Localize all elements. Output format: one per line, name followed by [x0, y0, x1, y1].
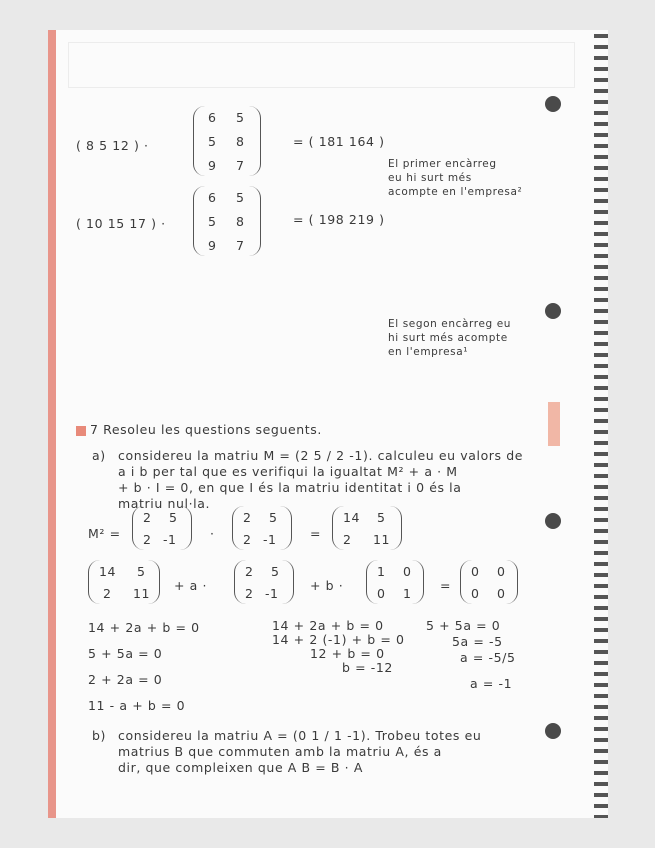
m2-result: 14 5 2 11 [332, 506, 402, 550]
plus-a: + a · [174, 578, 208, 593]
part-a-line-1: considereu la matriu M = (2 5 / 2 -1). calculeu eu valors de [118, 448, 524, 463]
sys-col1-line-4: 11 - a + b = 0 [88, 698, 186, 713]
matrix-2: 6 5 5 8 9 7 [193, 186, 261, 256]
exercise-marker [76, 426, 86, 436]
sys-col3-line-2: 5a = -5 [452, 634, 503, 649]
sys-col2-line-4: b = -12 [342, 660, 393, 675]
part-b-label: b) [92, 728, 107, 743]
eq-zero-matrix: 0 0 0 0 [460, 560, 518, 604]
eq-m2-matrix: 14 5 2 11 [88, 560, 160, 604]
header-box [68, 42, 575, 88]
part-a-line-2: a i b per tal que es verifiqui la igualtat M² + a · M [118, 464, 458, 479]
binder-hole-1 [545, 96, 561, 112]
note-2-line-2: hi surt més acompte [388, 332, 508, 344]
eq-identity-matrix: 1 0 0 1 [366, 560, 424, 604]
spiral-binding [594, 30, 608, 818]
part-a-line-4: matriu nul·la. [118, 496, 211, 511]
part-a-line-3: + b · I = 0, en que I és la matriu identitat i 0 és la [118, 480, 462, 495]
exercise-7-heading: 7 Resoleu les questions seguents. [76, 422, 322, 437]
matrix-1: 6 5 5 8 9 7 [193, 106, 261, 176]
note-1-line-2: eu hi surt més [388, 172, 472, 184]
sys-col2-line-2: 14 + 2 (-1) + b = 0 [272, 632, 405, 647]
plus-b: + b · [310, 578, 344, 593]
part-b-line-3: dir, que compleixen que A B = B · A [118, 760, 363, 775]
part-a-label: a) [92, 448, 106, 463]
row-vector-2: ( 10 15 17 ) · [76, 216, 166, 231]
red-margin [48, 30, 56, 818]
part-b-line-1: considereu la matriu A = (0 1 / 1 -1). Trobeu totes eu [118, 728, 482, 743]
sys-col2-line-3: 12 + b = 0 [310, 646, 385, 661]
eq-a-matrix: 2 5 2 -1 [234, 560, 294, 604]
sys-col3-line-3: a = -5/5 [460, 650, 516, 665]
sys-col1-line-3: 2 + 2a = 0 [88, 672, 163, 687]
note-2-line-3: en l'empresa¹ [388, 346, 469, 358]
binder-hole-4 [545, 723, 561, 739]
m2-factor-2: 2 5 2 -1 [232, 506, 292, 550]
sys-col2-line-1: 14 + 2a + b = 0 [272, 618, 384, 633]
result-1: = ( 181 164 ) [293, 134, 385, 149]
part-b-line-2: matrius B que commuten amb la matriu A, és a [118, 744, 442, 759]
row-vector-1: ( 8 5 12 ) · [76, 138, 149, 153]
note-1-line-3: acompte en l'empresa² [388, 186, 523, 198]
m2-label: M² = [88, 526, 121, 541]
page-tab [548, 402, 560, 446]
note-2-line-1: El segon encàrreg eu [388, 318, 512, 330]
binder-hole-2 [545, 303, 561, 319]
sys-col1-line-1: 14 + 2a + b = 0 [88, 620, 200, 635]
result-2: = ( 198 219 ) [293, 212, 385, 227]
sys-col3-line-1: 5 + 5a = 0 [426, 618, 501, 633]
binder-hole-3 [545, 513, 561, 529]
note-1-line-1: El primer encàrreg [388, 158, 497, 170]
sys-col1-line-2: 5 + 5a = 0 [88, 646, 163, 661]
notebook-page: ( 8 5 12 ) · 6 5 5 8 9 7 = ( 181 164 ) El primer encàrreg eu hi surt més acompte en l'empresa² ( 10 15 17 ) · 6 5 5 8 9 7 = ( 198 219 ) El segon encàrreg eu hi surt més acompte en l'empresa¹ 7 Resoleu les questions seguents. a) considereu la matriu M = (2 5 / 2 -1). calculeu eu valors de a i b per tal que es verifiqui la igualtat M² + a · M + b · I = 0, en que I és la matriu identitat i 0 és la matriu nul·la. M² = 2 5 2 -1 · 2 5 2 -1 = 14 5 2 11 14 5 2 11 + a · 2 5 2 -1 + b · 1 0 0 1 = 0 0 0 0 14 + 2a + b = 0 5 + 5a = 0 2 + 2a = 0 11 - a + b = 0 14 + 2a + b = 0 14 + 2 (-1) + b = 0 12 + b = 0 b = -12 5 + 5a = 0 5a = -5 a = -5/5 a = -1 b) considereu la matriu A = (0 1 / 1 -1). Trobeu totes eu matrius B que commuten amb la matriu A, és a dir, que compleixen que A B = B · A [48, 30, 608, 818]
sys-col3-line-4: a = -1 [470, 676, 513, 691]
m2-factor-1: 2 5 2 -1 [132, 506, 192, 550]
